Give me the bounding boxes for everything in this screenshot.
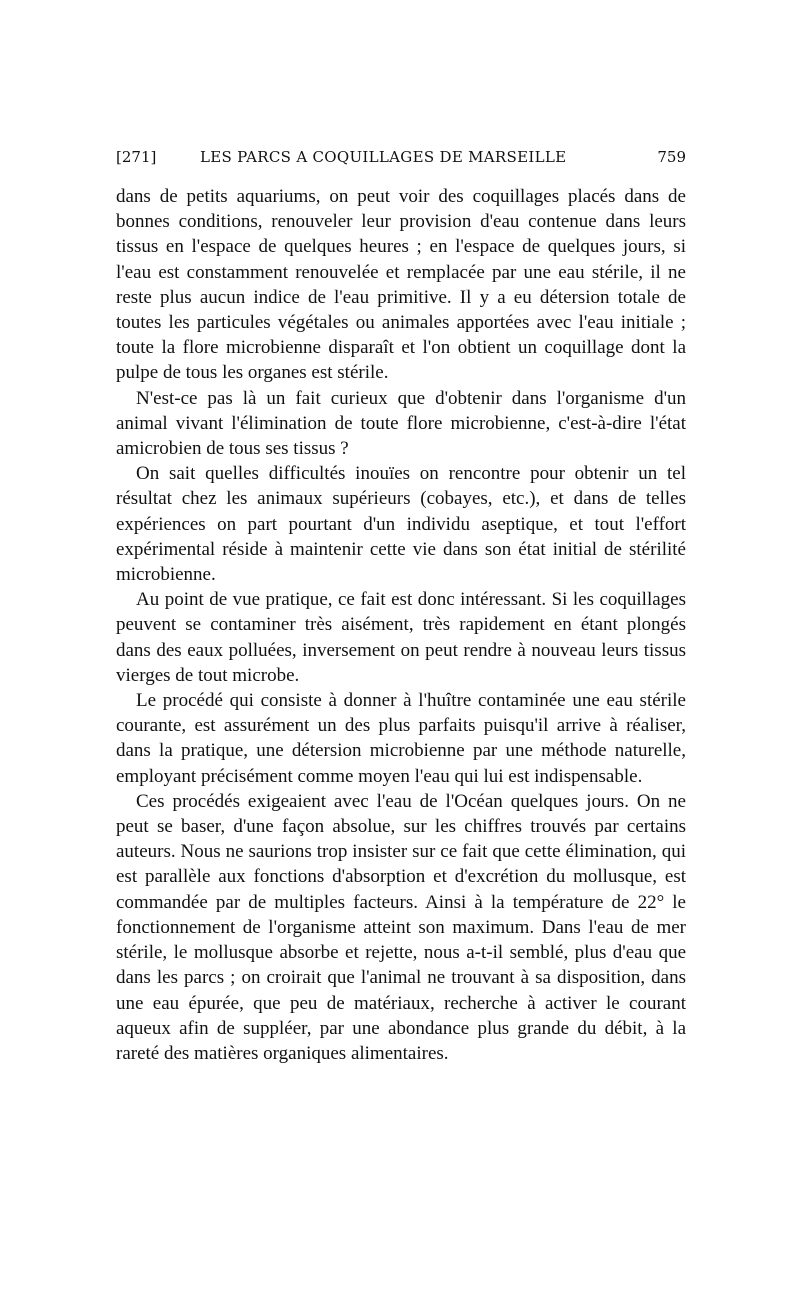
section-number: [271] <box>116 148 157 166</box>
running-title: LES PARCS A COQUILLAGES DE MARSEILLE <box>200 148 567 166</box>
paragraph: Le procédé qui consiste à donner à l'huître contaminée une eau stérile courante, est assurément un des plus parfaits puisqu'il arrive à réaliser, dans la pratique, une détersion microbienne par une méthode naturelle, employant précisément comme moyen l'eau qui lui est indispensable. <box>116 690 686 787</box>
paragraph: dans de petits aquariums, on peut voir des coquillages placés dans de bonnes conditions, renouveler leur provision d'eau contenue dans leurs tissus en l'espace de quelques heures ; en l'espace de quelques jours, si l'eau est constamment renouvelée et remplacée par une eau stérile, il ne reste plus aucun indice de l'eau primitive. Il y a eu détersion totale de toutes les particules végétales ou animales apportées avec l'eau initiale ; toute la flore microbienne disparaît et l'on obtient un coquillage dont la pulpe de tous les organes est stérile. <box>116 186 686 384</box>
page-number: 759 <box>657 148 686 166</box>
paragraph: Ces procédés exigeaient avec l'eau de l'Océan quelques jours. On ne peut se baser, d'une façon absolue, sur les chiffres trouvés par certains auteurs. Nous ne saurions trop insister sur ce fait que cette élimination, qui est parallèle aux fonctions d'absorption et d'excrétion du mollusque, est commandée par de multiples facteurs. Ainsi à la température de 22° le fonctionnement de l'organisme atteint son maximum. Dans l'eau de mer stérile, le mollusque absorbe et rejette, nous a-t-il semblé, plus d'eau que dans les parcs ; on croirait que l'animal ne trouvant à sa disposition, dans une eau épurée, que peu de matériaux, recherche à activer le courant aqueux afin de suppléer, par une abondance plus grande du débit, à la rareté des matières organiques alimentaires. <box>116 790 686 1064</box>
paragraph: On sait quelles difficultés inouïes on rencontre pour obtenir un tel résultat chez les animaux supérieurs (cobayes, etc.), et dans de telles expériences on part pourtant d'un individu aseptique, et tout l'effort expérimental réside à maintenir cette vie dans son état initial de stérilité microbienne. <box>116 463 686 586</box>
running-header <box>116 148 686 170</box>
paragraph: N'est-ce pas là un fait curieux que d'obtenir dans l'organisme d'un animal vivant l'élimination de toute flore microbienne, c'est-à-dire l'état amicrobien de tous ses tissus ? <box>116 387 686 460</box>
body-text <box>116 184 686 1066</box>
paragraph: Au point de vue pratique, ce fait est donc intéressant. Si les coquillages peuvent se contaminer très aisément, très rapidement en étant plongés dans des eaux polluées, inversement on peut rendre à nouveau leurs tissus vierges de tout microbe. <box>116 589 686 686</box>
